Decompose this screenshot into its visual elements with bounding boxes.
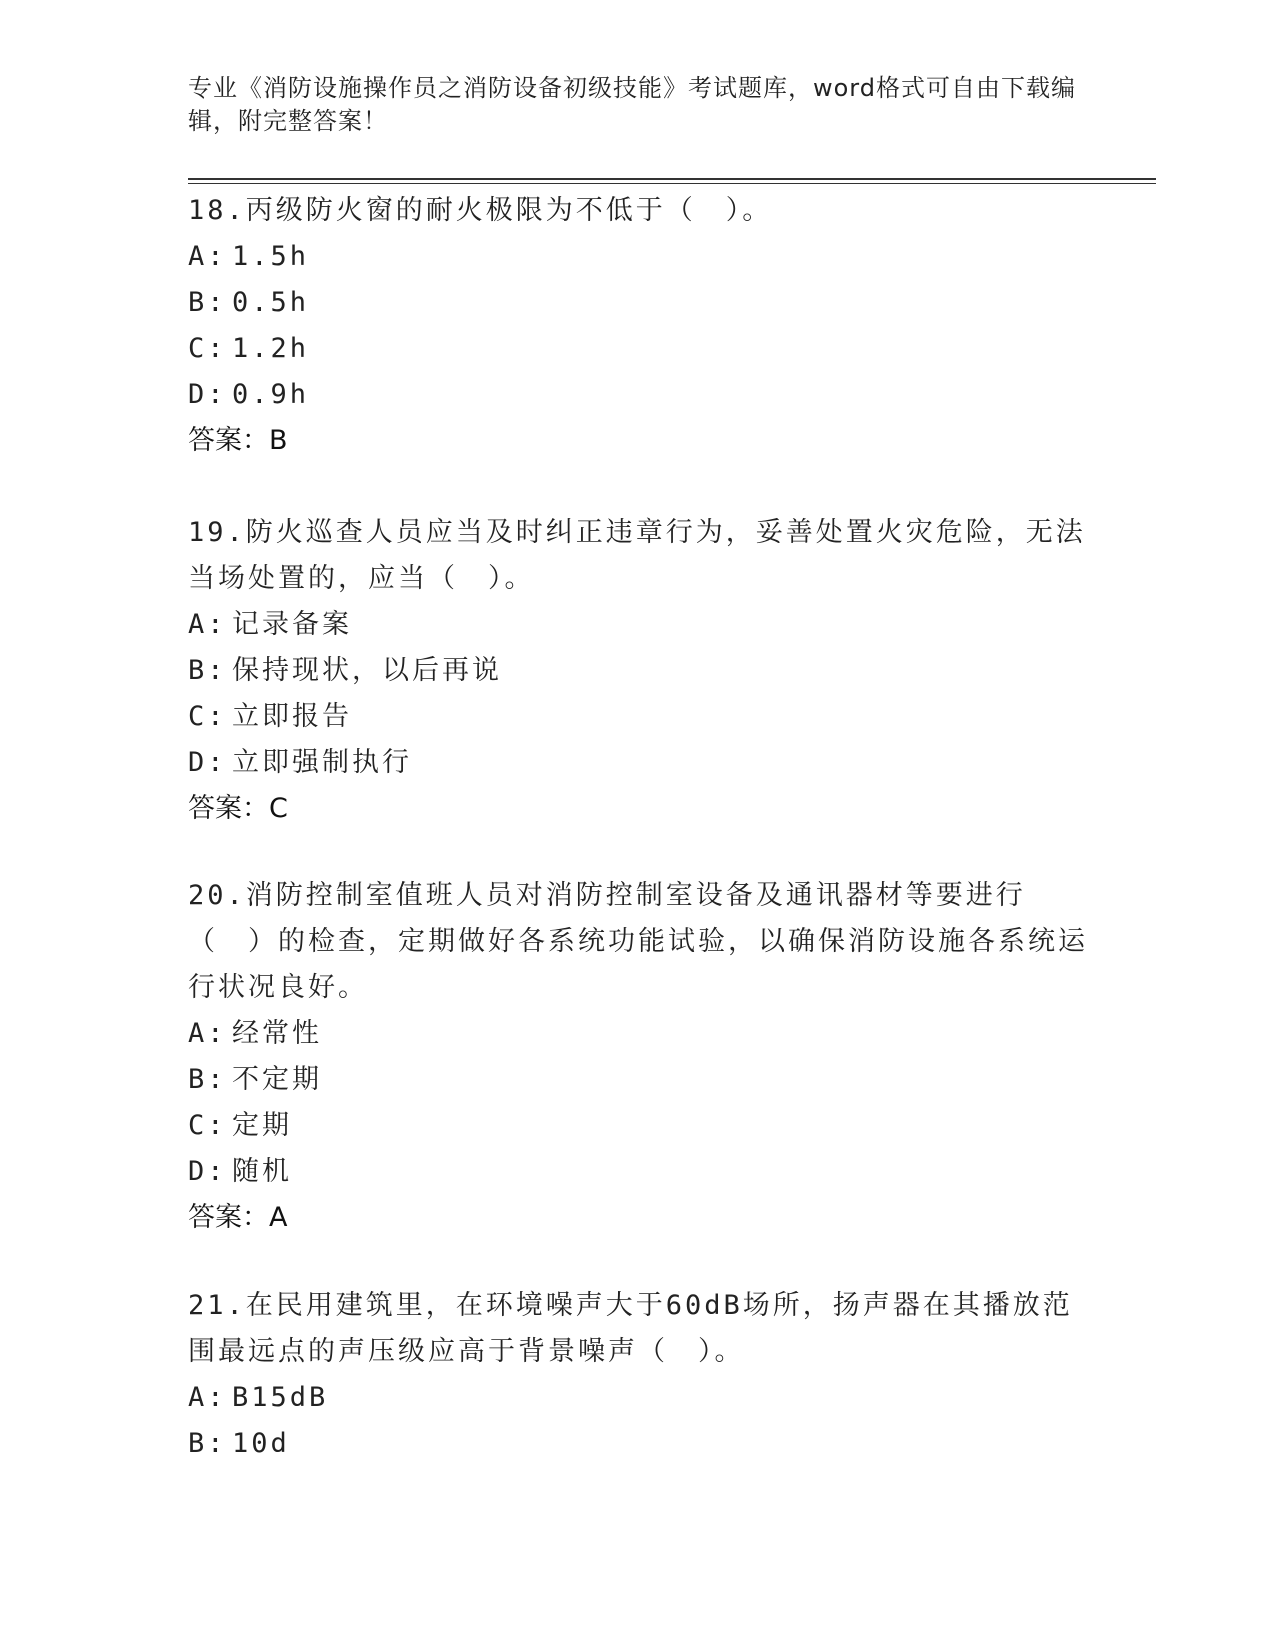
question-20: [188, 873, 1088, 1241]
option-key: B:: [188, 655, 227, 686]
option-a: [188, 602, 1088, 648]
option-text: 10d: [232, 1428, 290, 1459]
option-text: 不定期: [232, 1064, 322, 1095]
question-21: [188, 1283, 1088, 1467]
header-divider-thick: [188, 178, 1156, 180]
document-header: 专业《消防设施操作员之消防设备初级技能》考试题库，word格式可自由下载编辑，附完整答案！: [188, 74, 1076, 135]
option-a: [188, 234, 1088, 280]
option-text: 记录备案: [232, 609, 352, 640]
option-a: [188, 1375, 1088, 1421]
answer-line: 答案：A: [188, 1202, 288, 1233]
answer-line: 答案：C: [188, 793, 288, 824]
option-text: 随机: [232, 1156, 292, 1187]
option-c: [188, 1103, 1088, 1149]
option-text: 保持现状，以后再说: [232, 655, 502, 686]
option-text: 立即强制执行: [232, 747, 412, 778]
option-key: B:: [188, 1064, 227, 1095]
option-text: 0.5h: [232, 287, 310, 318]
option-key: A:: [188, 241, 227, 272]
option-b: [188, 280, 1088, 326]
option-text: 定期: [232, 1110, 292, 1141]
option-text: 立即报告: [232, 701, 352, 732]
option-key: C:: [188, 333, 227, 364]
question-text: 19.防火巡查人员应当及时纠正违章行为，妥善处置火灾危险，无法当场处置的，应当（ ）。: [188, 517, 1086, 594]
question-text: 20.消防控制室值班人员对消防控制室设备及通讯器材等要进行（ ）的检查，定期做好各系统功能试验，以确保消防设施各系统运行状况良好。: [188, 880, 1088, 1003]
option-key: B:: [188, 287, 227, 318]
option-d: [188, 372, 1088, 418]
option-b: [188, 1057, 1088, 1103]
question-text: 18.丙级防火窗的耐火极限为不低于（ ）。: [188, 195, 773, 226]
option-b: [188, 648, 1088, 694]
option-key: C:: [188, 1110, 227, 1141]
option-text: 0.9h: [232, 379, 310, 410]
option-key: C:: [188, 701, 227, 732]
option-key: B:: [188, 1428, 227, 1459]
option-d: [188, 1149, 1088, 1195]
option-text: 1.2h: [232, 333, 310, 364]
option-a: [188, 1011, 1088, 1057]
option-c: [188, 326, 1088, 372]
question-text: 21.在民用建筑里，在环境噪声大于60dB场所，扬声器在其播放范围最远点的声压级应高于背景噪声（ ）。: [188, 1290, 1073, 1367]
option-c: [188, 694, 1088, 740]
option-text: 经常性: [232, 1018, 322, 1049]
option-text: 1.5h: [232, 241, 310, 272]
option-b: [188, 1421, 1088, 1467]
answer-line: 答案：B: [188, 425, 288, 456]
option-key: A:: [188, 609, 227, 640]
option-key: D:: [188, 1156, 227, 1187]
question-18: [188, 188, 1088, 464]
option-d: [188, 740, 1088, 786]
option-key: A:: [188, 1382, 227, 1413]
option-key: D:: [188, 379, 227, 410]
question-19: [188, 510, 1088, 832]
option-text: B15dB: [232, 1382, 329, 1413]
option-key: A:: [188, 1018, 227, 1049]
header-divider-thin: [188, 183, 1156, 184]
option-key: D:: [188, 747, 227, 778]
